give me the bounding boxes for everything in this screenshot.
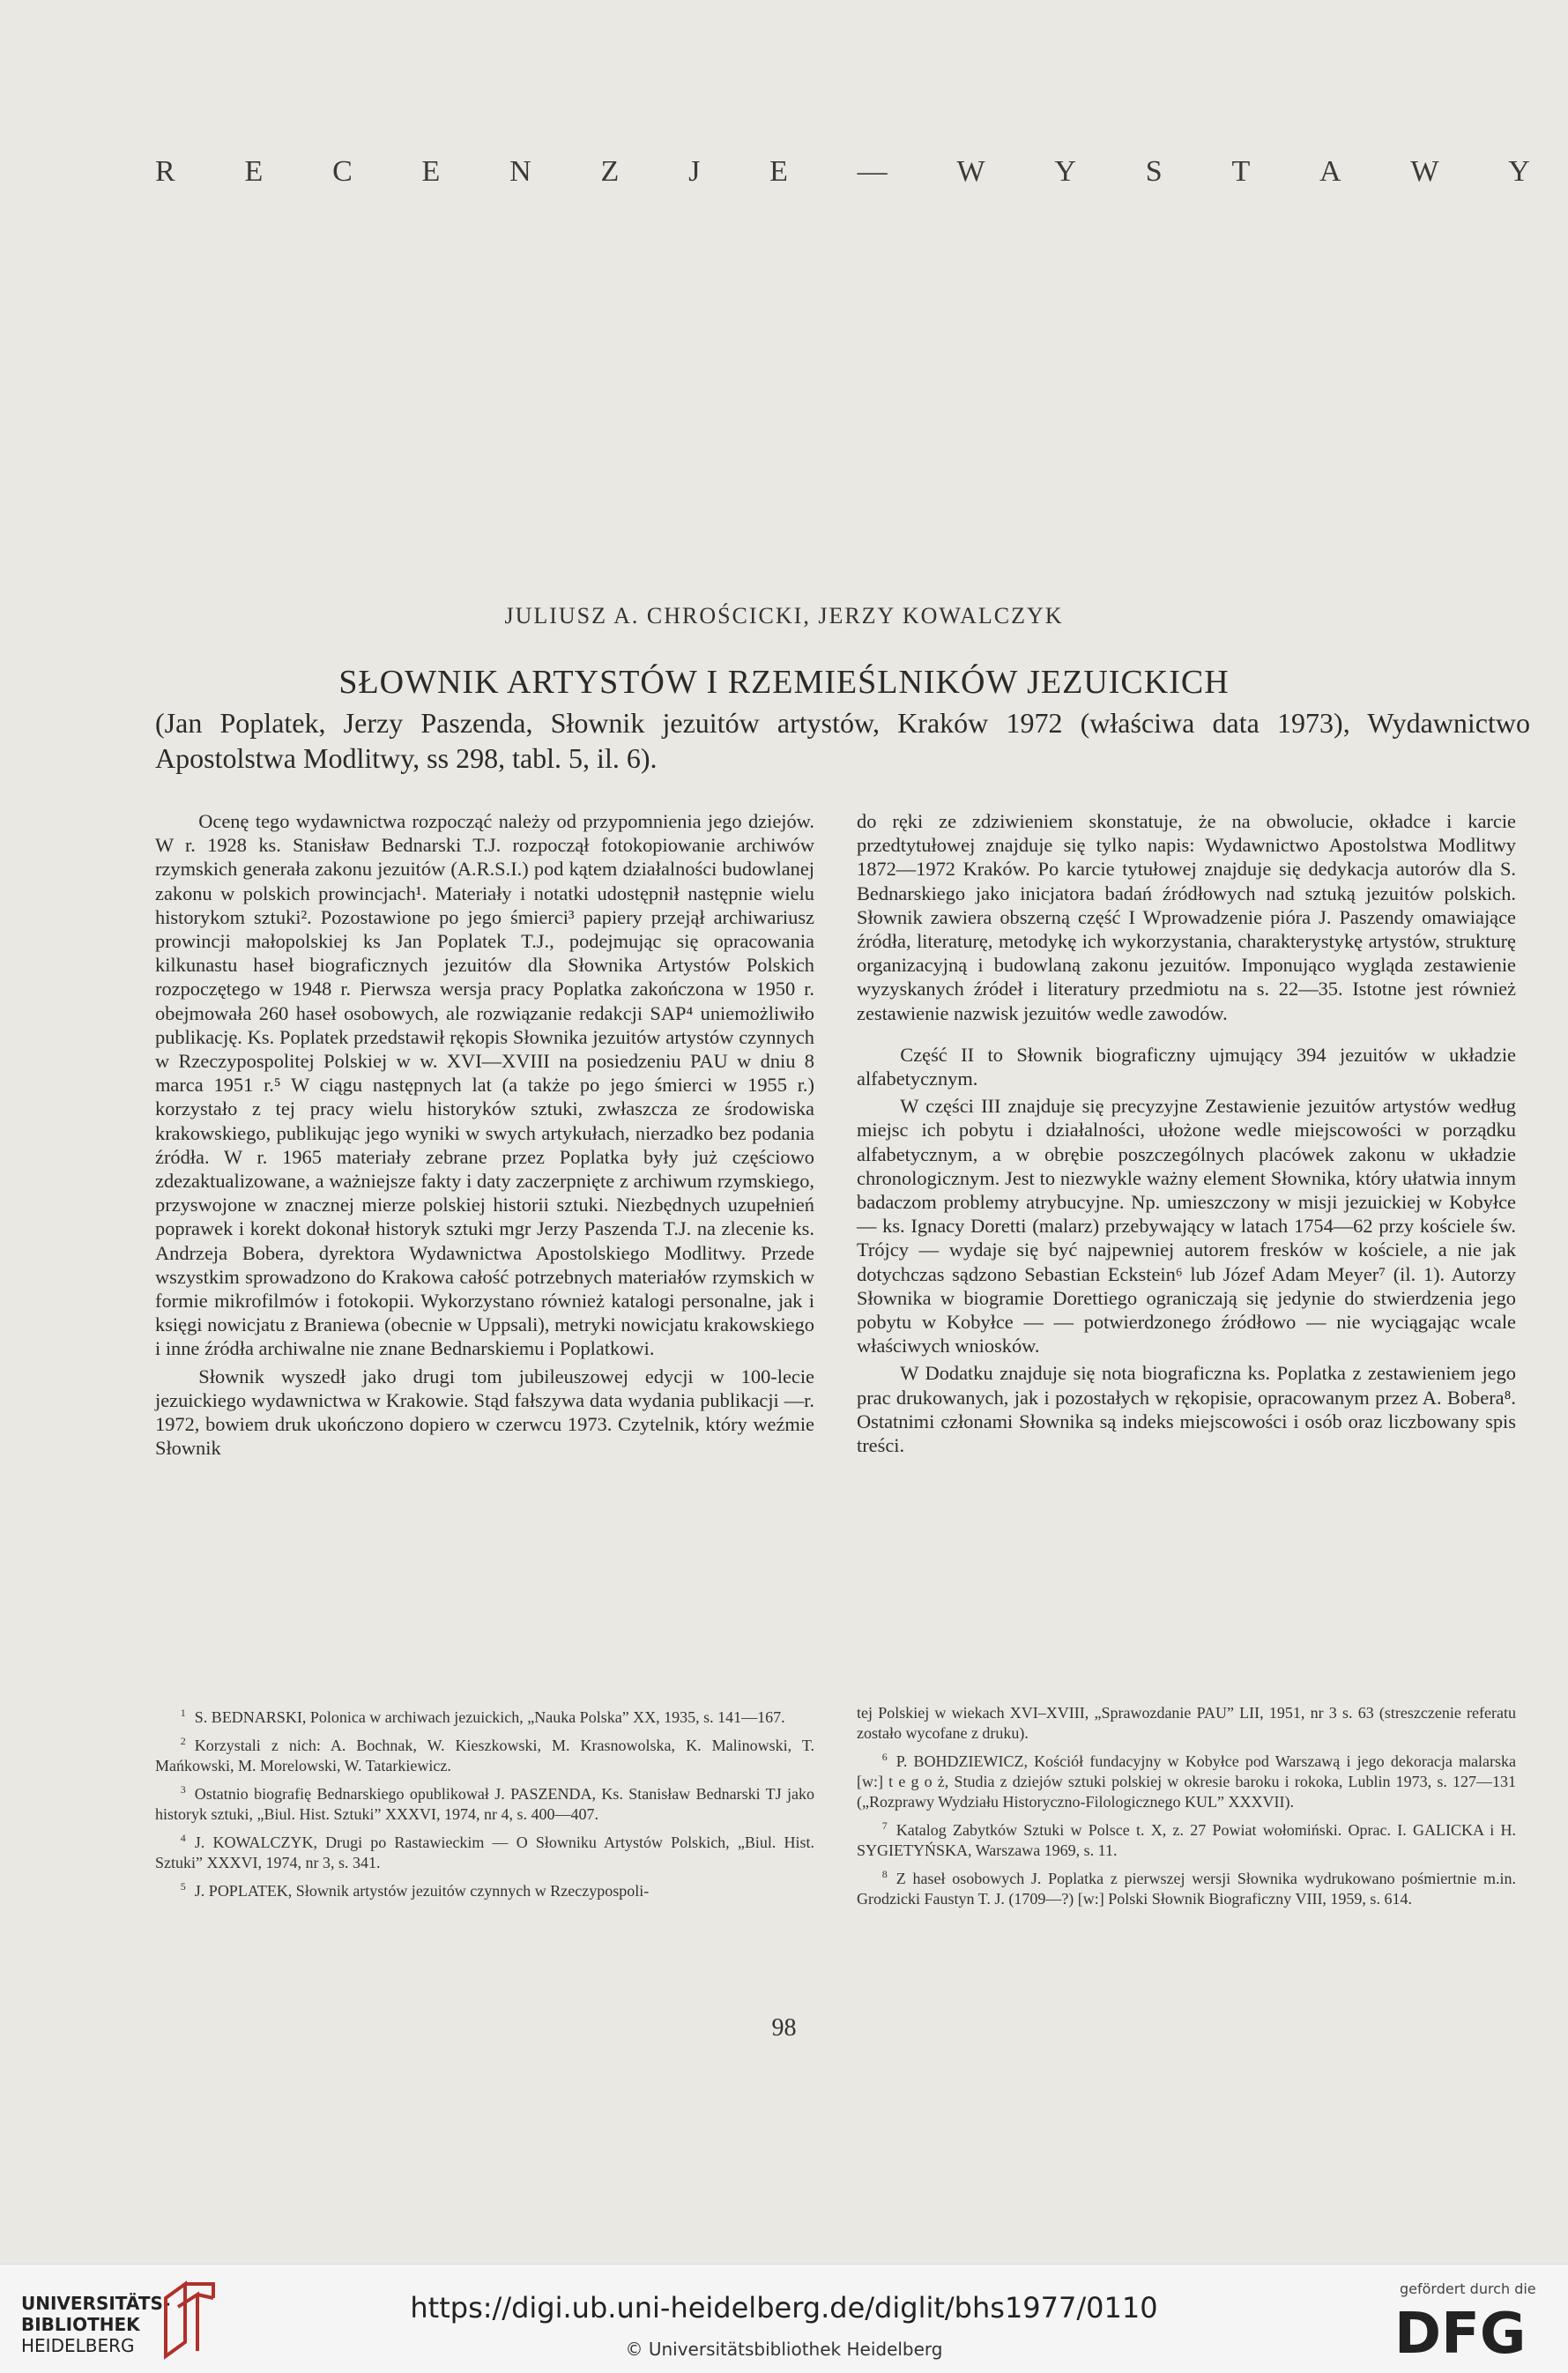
footnote-text: Korzystali z nich: A. Bochnak, W. Kieszkowski, M. Krasnowolska, K. Malinowski, T. Mańkowski, M. Morelowski, W. Tatarkiewicz. <box>155 1737 814 1774</box>
footnote <box>857 1864 1516 1909</box>
section-heading-letter: J <box>688 155 701 188</box>
article-subtitle: (Jan Poplatek, Jerzy Paszenda, Słownik jezuitów artystów, Kraków 1972 (właściwa data 1973), Wydawnictwo Apostolstwa Modlitwy, ss 298, tabl. 5, il. 6). <box>155 707 1530 774</box>
footnote <box>155 1703 814 1728</box>
section-heading-letter: W <box>1410 155 1439 188</box>
footnote-number: 7 <box>881 1819 888 1832</box>
footnote-number: 8 <box>881 1868 888 1880</box>
footnote-text: Katalog Zabytków Sztuki w Polsce t. X, z. 27 Powiat wołomiński. Oprac. I. GALICKA i H. SYGIETYŃSKA, Warszawa 1969, s. 11. <box>857 1821 1516 1859</box>
footnote-number: 3 <box>180 1783 186 1796</box>
section-heading-letter: E <box>421 155 441 188</box>
footnotes-right <box>857 1703 1516 1913</box>
footnote-text: J. POPLATEK, Słownik artystów jezuitów czynnych w Rzeczypospoli- <box>194 1882 650 1900</box>
footnote <box>155 1828 814 1873</box>
article-title: SŁOWNIK ARTYSTÓW I RZEMIEŚLNIKÓW JEZUICKICH <box>338 664 1230 701</box>
viewer-footer <box>0 2264 1568 2373</box>
paragraph: do ręki ze zdziwieniem skonstatuje, że na obwolucie, okładce i karcie przedtytułowej znajduje się tylko napis: Wydawnictwo Apostolstwa Modlitwy 1872—1972 Kraków. Po karcie tytułowej znajduje się dedykacja autorów dla S. Bednarskiego jako inicjatora badań źródłowych nad sztuką jezuitów polskich. Słownik zawiera obszerną część I Wprowadzenie pióra J. Paszendy omawiające źródła, literaturę, metodykę ich wykorzystania, charakterystykę artystów, strukturę organizacyjną i budowlaną zakonu jezuitów. Imponująco wygląda zestawienie wyzyskanych źródeł i literatury przedmiotu na s. 22—35. Istotne jest również zestawienie nazwisk jezuitów wedle zawodów. <box>857 810 1516 1024</box>
section-heading-letter: A <box>1319 155 1341 188</box>
section-heading <box>155 155 1530 189</box>
article-authors: JULIUSZ A. CHROŚCICKI, JERZY KOWALCZYK <box>504 603 1064 629</box>
page-number: 98 <box>771 2014 797 2042</box>
section-heading-letter: T <box>1231 155 1251 188</box>
body-column-left <box>155 809 814 1460</box>
section-heading-letter: — <box>857 155 888 188</box>
paragraph: Część II to Słownik biograficzny ujmujący 394 jezuitów w układzie alfabetycznym. <box>857 1043 1516 1090</box>
footnote-text: P. BOHDZIEWICZ, Kościół fundacyjny w Kobyłce pod Warszawą i jego dekoracja malarska [w:] t e g o ż, Studia z dziejów sztuki polskiej w okresie baroku i rokoka, Lublin 1973, s. 127—131 („Rozprawy Wydziału Historyczno-Filologicznego KUL” XXXVII). <box>857 1752 1516 1811</box>
library-name-line: UNIVERSITÄTS- <box>21 2293 171 2314</box>
footnotes-left <box>155 1703 814 1905</box>
footnote <box>857 1747 1516 1812</box>
funded-by-label: gefördert durch die <box>1400 2280 1536 2297</box>
paragraph: Ocenę tego wydawnictwa rozpocząć należy od przypomnienia jego dziejów. W r. 1928 ks. Stanisław Bednarski T.J. rozpoczął fotokopiowanie archiwów rzymskich generała zakonu jezuitów (A.R.S.I.) pod kątem działalności budowlanej zakonu w polskich prowincjach¹. Materiały i notatki udostępnił następnie wielu historykom sztuki². Pozostawione po jego śmierci³ papiery przejął archiwariusz prowincji małopolskiej ks Jan Poplatek T.J., podejmując się opracowania kilkunastu haseł biograficznych jezuitów dla Słownika Artystów Polskich rozpoczętego w 1948 r. Pierwsza wersja pracy Poplatka zakończona w 1950 r. obejmowała 260 haseł osobowych, ale rozwiązanie redakcji SAP⁴ uniemożliwiło publikację. Ks. Poplatek przedstawił rękopis Słownika jezuitów artystów czynnych w Rzeczypospolitej Polskiej w w. XVI—XVIII na posiedzeniu PAU w dniu 8 marca 1951 r.⁵ W ciągu następnych lat (a także po jego śmierci w 1955 r.) korzystało z tej pracy wielu historyków sztuki, zwłaszcza ze środowiska krakowskiego, publikując jego wyniki w swych artykułach, nierzadko bez podania źródła. W r. 1965 materiały zebrane przez Poplatka były już częściowo zdezaktualizowane, a ważniejsze fakty i daty zaczerpnięte z archiwum rzymskiego, przyswojone w znacznej mierze polskiej historii sztuki. Niezbędnych uzupełnień poprawek i korekt dokonał historyk sztuki mgr Jerzy Paszenda T.J. na zlecenie ks. Andrzeja Bobera, dyrektora Wydawnictwa Apostolskiego Modlitwy. Przede wszystkim sprowadzono do Krakowa całość potrzebnych materiałów rzymskich w formie mikrofilmów i fotokopii. Wykorzystano również katalogi personalne, jak i księgi nowicjatu z Braniewa (obecnie w Uppsali), metryki nowicjatu krakowskiego i inne źródła archiwalne nie znane Bednarskiemu i Poplatkowi. <box>155 810 814 1360</box>
section-heading-letter: N <box>509 155 531 188</box>
footnote <box>155 1780 814 1825</box>
paragraph: Słownik wyszedł jako drugi tom jubileuszowej edycji w 100-lecie jezuickiego wydawnictwa w Krakowie. Stąd fałszywa data wydania publikacji —r. 1972, bowiem druk ukończono dopiero w czerwcu 1973. Czytelnik, który weźmie Słownik <box>155 1365 814 1460</box>
dfg-logo-icon[interactable] <box>1394 2302 1553 2360</box>
footnote <box>155 1877 814 1901</box>
section-heading-letter: S <box>1145 155 1163 188</box>
footnote <box>857 1816 1516 1861</box>
footnote-text: tej Polskiej w wiekach XVI–XVIII, „Sprawozdanie PAU” LII, 1951, nr 3 s. 63 (streszczenie referatu zostało wycofane z druku). <box>857 1704 1516 1742</box>
footnote-text: Ostatnio biografię Bednarskiego opublikował J. PASZENDA, Ks. Stanisław Bednarski TJ jako historyk sztuki, „Biul. Hist. Sztuki” XXXVI, 1974, nr 4, s. 400—407. <box>155 1785 814 1823</box>
section-heading-letter: Y <box>1508 155 1530 188</box>
section-heading-letter: Y <box>1054 155 1076 188</box>
body-column-right <box>857 809 1516 1457</box>
footnote-continuation <box>857 1703 1516 1744</box>
section-heading-letter: R <box>155 155 175 188</box>
dfg-logo-text: DFG <box>1394 2302 1527 2360</box>
footnote-number: 2 <box>180 1735 186 1747</box>
footnote-text: Z haseł osobowych J. Poplatka z pierwszej wersji Słownika wydrukowano pośmiertnie m.in. Grodzicki Faustyn T. J. (1709—?) [w:] Polski Słownik Biograficzny VIII, 1959, s. 614. <box>857 1870 1516 1908</box>
footnote-number: 5 <box>180 1880 186 1893</box>
section-heading-letter: E <box>769 155 788 188</box>
section-heading-letter: C <box>332 155 353 188</box>
library-name-line: BIBLIOTHEK <box>21 2314 140 2335</box>
footnote-number: 1 <box>180 1707 186 1719</box>
section-heading-letter: Z <box>600 155 620 188</box>
paragraph: W Dodatku znajduje się nota biograficzna ks. Poplatka z zestawieniem jego prac drukowanych, jak i pozostałych w rękopisie, opracowanym przez A. Bobera⁸. Ostatnimi członami Słownika są indeks miejscowości i osób oraz liczbowany spis treści. <box>857 1362 1516 1457</box>
library-name-line: HEIDELBERG <box>21 2335 135 2356</box>
paragraph: W części III znajduje się precyzyjne Zestawienie jezuitów artystów według miejsc ich pobytu i działalności, ułożone wedle miejscowości w porządku alfabetycznym, a w obrębie poszczególnych placówek zakonu w układzie chronologicznym. Jest to niezwykle ważny element Słownika, który ułatwia innym badaczom problemy atrybucyjne. Np. umieszczony w misji jezuickiej w Kobyłce — ks. Ignacy Doretti (malarz) przebywający w latach 1754—62 przy kościele św. Trójcy — wydaje się być najpewniej autorem fresków w kościele, a nie jak dotychczas sądzono Sebastian Eckstein⁶ lub Józef Adam Meyer⁷ (il. 1). Autorzy Słownika w biogramie Dorettiego ograniczają się jedynie do stwierdzenia jego pobytu w Kobyłce — — potwierdzonego źródłowo — nie wyciągając wcale właściwych wniosków. <box>857 1095 1516 1358</box>
footnote-number: 6 <box>881 1751 888 1763</box>
footnote-number: 4 <box>180 1832 186 1844</box>
permalink-url[interactable]: https://digi.ub.uni-heidelberg.de/diglit/bhs1977/0110 <box>410 2291 1158 2325</box>
section-heading-letter: E <box>244 155 264 188</box>
copyright-notice: © Universitätsbibliothek Heidelberg <box>625 2339 943 2360</box>
section-heading-letter: W <box>956 155 985 188</box>
footnote-text: S. BEDNARSKI, Polonica w archiwach jezuickich, „Nauka Polska” XX, 1935, s. 141—167. <box>194 1708 785 1726</box>
footnote-text: J. KOWALCZYK, Drugi po Rastawieckim — O Słowniku Artystów Polskich, „Biul. Hist. Sztuki” XXXVI, 1974, nr 3, s. 341. <box>155 1834 814 1871</box>
footnote <box>155 1731 814 1776</box>
